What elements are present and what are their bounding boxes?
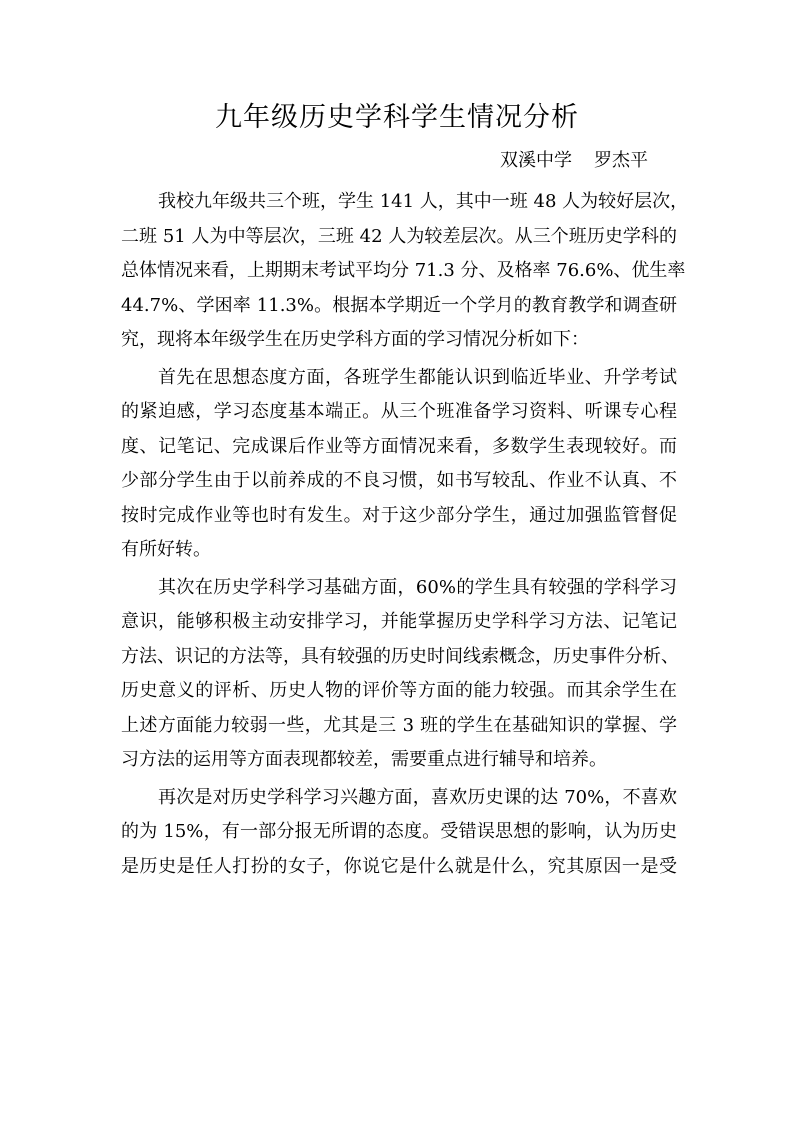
paragraph-line: 方法、识记的方法等，具有较强的历史时间线索概念，历史事件分析、 <box>121 645 679 667</box>
paragraph-line: 再次是对历史学科学习兴趣方面，喜欢历史课的达 70%，不喜欢 <box>158 786 677 808</box>
paragraph-line: 历史意义的评析、历史人物的评价等方面的能力较强。而其余学生在 <box>121 680 677 701</box>
paragraph-line: 首先在思想态度方面，各班学生都能认识到临近毕业、升学考试 <box>158 366 677 388</box>
paragraph-1 <box>121 185 689 358</box>
paragraph-line: 44.7%、学困率 11.3%。根据本学期近一个学月的教育教学和调查研 <box>121 294 677 316</box>
paragraph-line: 的为 15%，有一部分报无所谓的态度。受错误思想的影响，认为历史 <box>121 821 677 842</box>
paragraph-line: 有所好转。 <box>121 539 211 560</box>
paragraph-line: 究，现将本年级学生在历史学科方面的学习情况分析如下： <box>121 329 589 350</box>
paragraph-line: 二班 51 人为中等层次，三班 42 人为较差层次。从三个班历史学科的 <box>121 225 677 247</box>
paragraph-4 <box>121 781 677 885</box>
paragraph-line: 其次在历史学科学习基础方面，60%的学生具有较强的学科学习 <box>158 576 677 598</box>
paragraph-2 <box>121 361 677 568</box>
paragraph-line: 总体情况来看，上期期末考试平均分 71.3 分、及格率 76.6%、优生率 <box>121 260 686 281</box>
paragraph-3 <box>121 571 677 778</box>
paragraph-line: 我校九年级共三个班，学生 141 人，其中一班 48 人为较好层次， <box>158 191 689 212</box>
paragraph-line: 习方法的运用等方面表现都较差，需要重点进行辅导和培养。 <box>121 749 607 770</box>
paragraph-line: 按时完成作业等也时有发生。对于这少部分学生，通过加强监管督促 <box>121 504 677 526</box>
paragraph-line: 度、记笔记、完成课后作业等方面情况来看，多数学生表现较好。而 <box>121 435 677 457</box>
author-name: 罗杰平 <box>594 150 648 171</box>
paragraph-line: 少部分学生由于以前养成的不良习惯，如书写较乱、作业不认真、不 <box>121 470 677 491</box>
paragraph-line: 意识，能够积极主动安排学习，并能掌握历史学科学习方法、记笔记 <box>121 611 677 632</box>
paragraph-line: 上述方面能力较弱一些，尤其是三 3 班的学生在基础知识的掌握、学 <box>121 714 677 736</box>
paragraph-line: 是历史是任人打扮的女子，你说它是什么就是什么，究其原因一是受 <box>121 855 677 877</box>
author-line <box>500 149 648 173</box>
author-school: 双溪中学 <box>500 150 572 171</box>
document-title: 九年级历史学科学生情况分析 <box>215 102 579 133</box>
paragraph-line: 的紧迫感，学习态度基本端正。从三个班准备学习资料、听课专心程 <box>121 401 677 422</box>
document-body <box>121 185 689 887</box>
